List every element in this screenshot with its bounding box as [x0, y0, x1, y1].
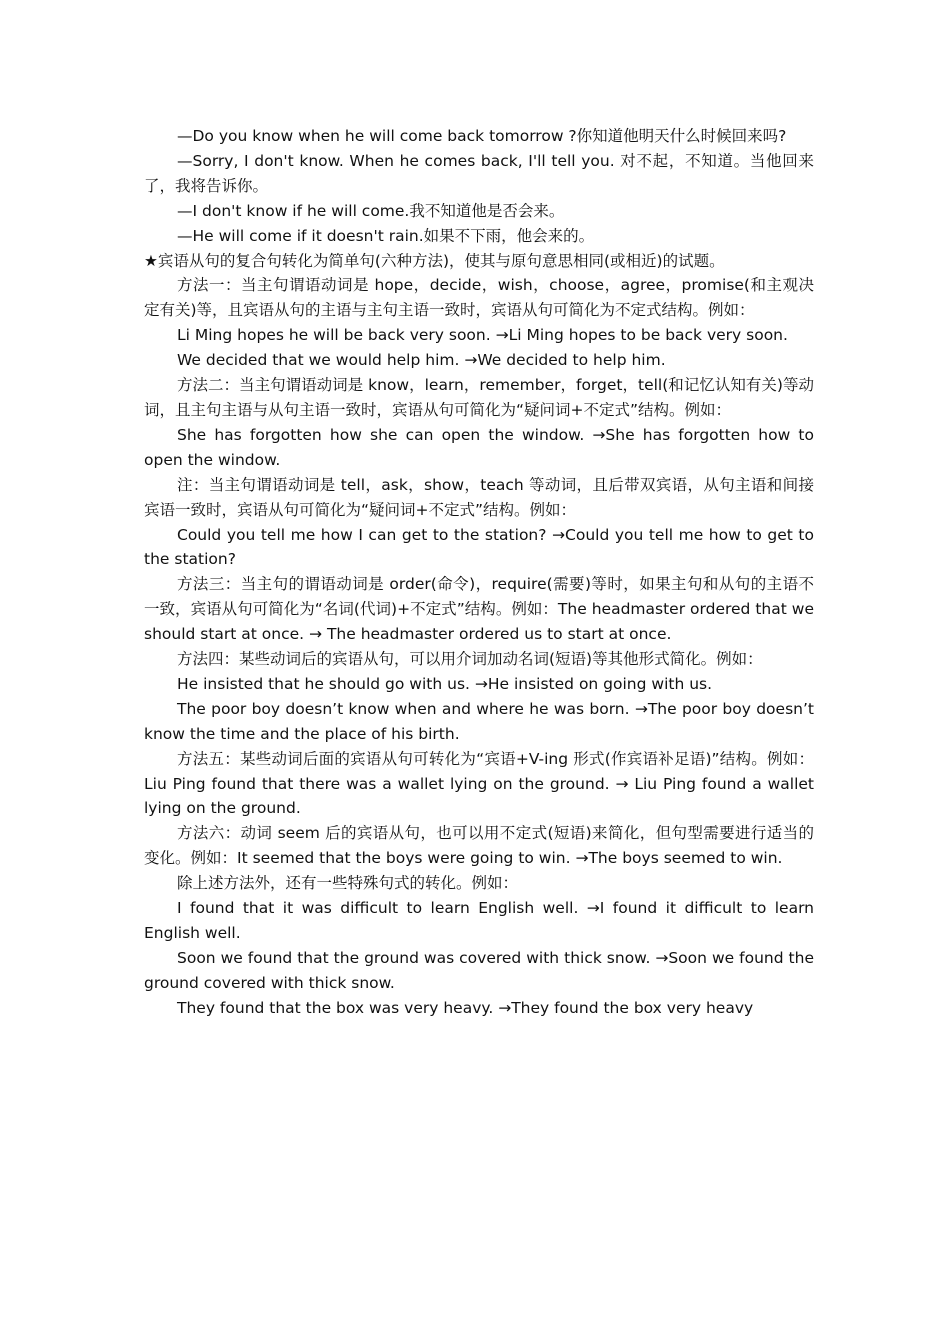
method-4-example-2: The poor boy doesn’t know when and where he was born. →The poor boy doesn’t know the time and the place of his birth. — [144, 699, 814, 743]
method-4-paragraph: 方法四：某些动词后的宾语从句，可以用介词加动名词(短语)等其他形式简化。例如： — [177, 650, 763, 669]
note-example: Could you tell me how I can get to the station? →Could you tell me how to get to the station? — [144, 525, 814, 569]
method-1-example-1: Li Ming hopes he will be back very soon. →Li Ming hopes to be back very soon. — [177, 326, 788, 345]
dialogue-line-1: —Do you know when he will come back tomorrow ?你知道他明天什么时候回来吗? — [177, 127, 787, 145]
method-5-paragraph: 方法五：某些动词后面的宾语从句可转化为“宾语+V-ing 形式(作宾语补足语)”结构。例如：Liu Ping found that there was a wallet lying on the ground. → Liu Ping found a wallet lying on the ground. — [144, 749, 814, 818]
method-2-example: She has forgotten how she can open the window. →She has forgotten how to open the window. — [144, 425, 814, 469]
method-4-example-1: He insisted that he should go with us. →He insisted on going with us. — [177, 674, 713, 693]
note-paragraph: 注：当主句谓语动词是 tell，ask，show，teach 等动词，且后带双宾语，从句主语和间接宾语一致时，宾语从句可简化为“疑问词+不定式”结构。例如： — [144, 475, 814, 519]
method-1-paragraph: 方法一：当主句谓语动词是 hope，decide，wish，choose，agree，promise(和主观决定有关)等，且宾语从句的主语与主句主语一致时，宾语从句可简化为不定式结构。例如： — [144, 276, 814, 320]
section-heading: ★宾语从句的复合句转化为简单句(六种方法)，使其与原句意思相同(或相近)的试题。 — [144, 251, 725, 270]
dialogue-line-4: —He will come if it doesn't rain.如果不下雨，他会来的。 — [177, 226, 595, 245]
method-6-paragraph: 方法六：动词 seem 后的宾语从句，也可以用不定式(短语)来简化，但句型需要进行适当的变化。例如：It seemed that the boys were going to win. →The boys seemed to win. — [144, 824, 814, 868]
special-forms-intro: 除上述方法外，还有一些特殊句式的转化。例如： — [177, 874, 519, 893]
method-2-paragraph: 方法二：当主句谓语动词是 know，learn，remember，forget，tell(和记忆认知有关)等动词，且主句主语与从句主语一致时，宾语从句可简化为“疑问词+不定式”结构。例如： — [144, 376, 814, 419]
special-example-1: I found that it was difficult to learn English well. →I found it difficult to learn English well. — [144, 899, 814, 942]
dialogue-line-3: —I don't know if he will come.我不知道他是否会来。 — [177, 201, 565, 220]
document-page — [144, 124, 814, 1021]
method-1-example-2: We decided that we would help him. →We decided to help him. — [177, 351, 666, 370]
special-example-2: Soon we found that the ground was covered with thick snow. →Soon we found the ground covered with thick snow. — [144, 948, 814, 992]
dialogue-line-2: —Sorry, I don't know. When he comes back, I'll tell you. 对不起，不知道。当他回来了，我将告诉你。 — [144, 151, 814, 195]
method-3-paragraph: 方法三：当主句的谓语动词是 order(命令)，require(需要)等时，如果主句和从句的主语不一致，宾语从句可简化为“名词(代词)+不定式”结构。例如：The headmaster ordered that we should start at once. → The headmaster ordered us to start at once. — [144, 575, 814, 644]
special-example-3: They found that the box was very heavy. →They found the box very heavy — [177, 998, 754, 1017]
